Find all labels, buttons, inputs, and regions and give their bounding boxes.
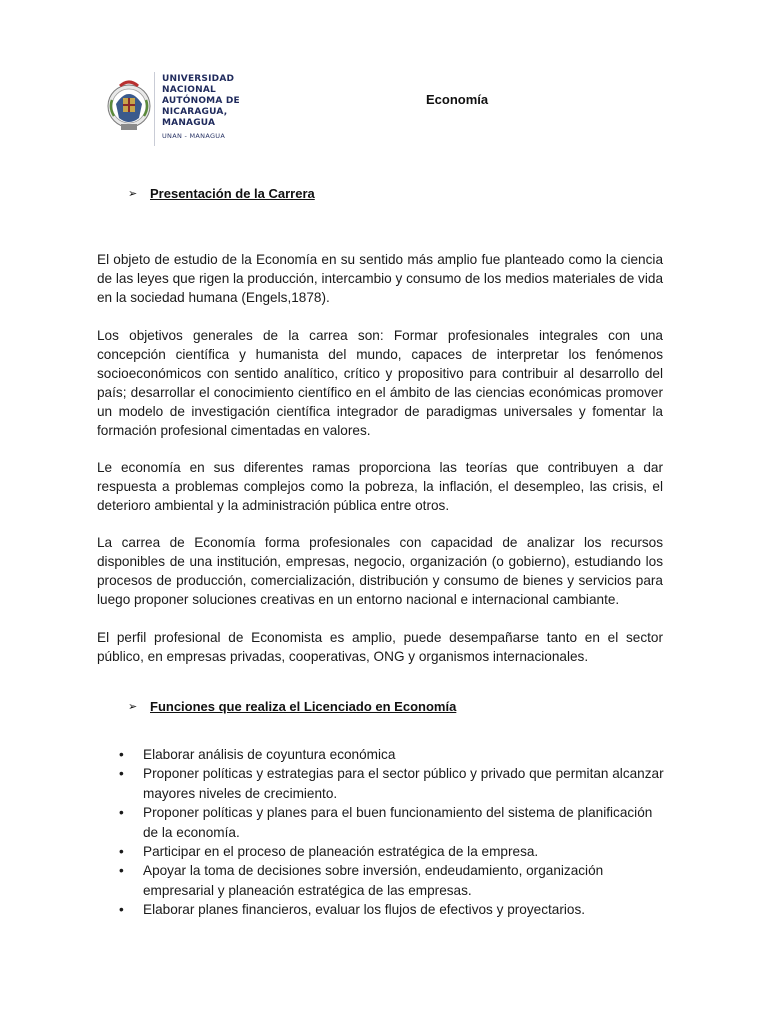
list-item	[97, 764, 667, 803]
list-item-text: Elaborar planes financieros, evaluar los flujos de efectivos y proyectarios.	[143, 902, 586, 918]
bullet-icon: •	[119, 902, 124, 918]
institution-name-line: NACIONAL	[162, 85, 216, 95]
list-item	[97, 842, 667, 861]
bullet-icon: •	[119, 766, 124, 782]
bullet-icon: •	[119, 747, 124, 762]
paragraph-objeto-estudio: El objeto de estudio de la Economía en su sentido más amplio fue planteado como la ciencia de las leyes que rigen la producción, intercambio y consumo de los medios materiales de vida en la sociedad humana (Engels,1878).	[97, 252, 663, 305]
list-item	[97, 745, 667, 764]
bullet-icon: •	[119, 805, 124, 821]
list-item	[97, 861, 667, 900]
document-title: Economía	[426, 92, 489, 107]
list-item-text: Apoyar la toma de decisiones sobre inversión, endeudamiento, organización empresarial y planeación estratégica de las empresas.	[143, 863, 604, 898]
list-item-text: Proponer políticas y planes para el buen funcionamiento del sistema de planificación de la economía.	[143, 805, 653, 840]
list-item-text: Elaborar análisis de coyuntura económica	[143, 747, 396, 762]
institution-name-line: MANAGUA	[162, 118, 216, 128]
section-heading-text: Funciones que realiza el Licenciado en Economía	[150, 699, 457, 714]
section-heading-funciones	[128, 699, 456, 714]
list-item-text: Proponer políticas y estrategias para el sector público y privado que permitan alcanzar mayores niveles de crecimiento.	[143, 766, 664, 801]
paragraph-perfil: El perfil profesional de Economista es amplio, puede desempañarse tanto en el sector público, en empresas privadas, cooperativas, ONG y organismos internacionales.	[97, 630, 663, 664]
institution-name-line: AUTÓNOMA DE	[162, 96, 240, 106]
paragraph-capacidad: La carrea de Economía forma profesionales con capacidad de analizar los recursos disponibles de una institución, empresas, negocio, organización (o gobierno), estudiando los procesos de producción, comercialización, distribución y consumo de bienes y servicios para luego proponer soluciones creativas en un entorno nacional e internacional cambiante.	[97, 535, 663, 607]
university-seal-icon	[106, 74, 152, 138]
bullet-icon: •	[119, 863, 124, 879]
institution-logo-text	[162, 74, 262, 141]
list-item	[97, 900, 667, 919]
section-heading-text: Presentación de la Carrera	[150, 186, 315, 201]
paragraph-ramas: Le economía en sus diferentes ramas proporciona las teorías que contribuyen a dar respuesta a problemas complejos como la pobreza, la inflación, el desempleo, las crisis, el deterioro ambiental y la administración pública entre otros.	[97, 460, 663, 513]
section-heading-presentacion	[128, 186, 315, 201]
logo-divider	[154, 72, 155, 146]
list-item-text: Participar en el proceso de planeación estratégica de la empresa.	[143, 844, 539, 860]
institution-abbreviation: UNAN - MANAGUA	[162, 132, 226, 140]
bullet-icon: •	[119, 844, 124, 860]
paragraph-objetivos: Los objetivos generales de la carrea son: Formar profesionales integrales con una concepción científica y humanista del mundo, capaces de interpretar los fenómenos socioeconómicos con sentido analítico, crítico y propositivo para contribuir al desarrollo del país; desarrollar el conocimiento científico en el ámbito de las ciencias económicas promover un modelo de investigación científica integrador de paradigmas universales y fomentar la formación profesional cimentadas en valores.	[97, 328, 663, 438]
list-item	[97, 803, 667, 842]
arrow-bullet-icon: ➢	[128, 188, 138, 200]
arrow-bullet-icon: ➢	[128, 701, 138, 713]
institution-name-line: UNIVERSIDAD	[162, 74, 235, 84]
institution-name-line: NICARAGUA,	[162, 107, 228, 117]
funciones-list	[97, 745, 667, 920]
